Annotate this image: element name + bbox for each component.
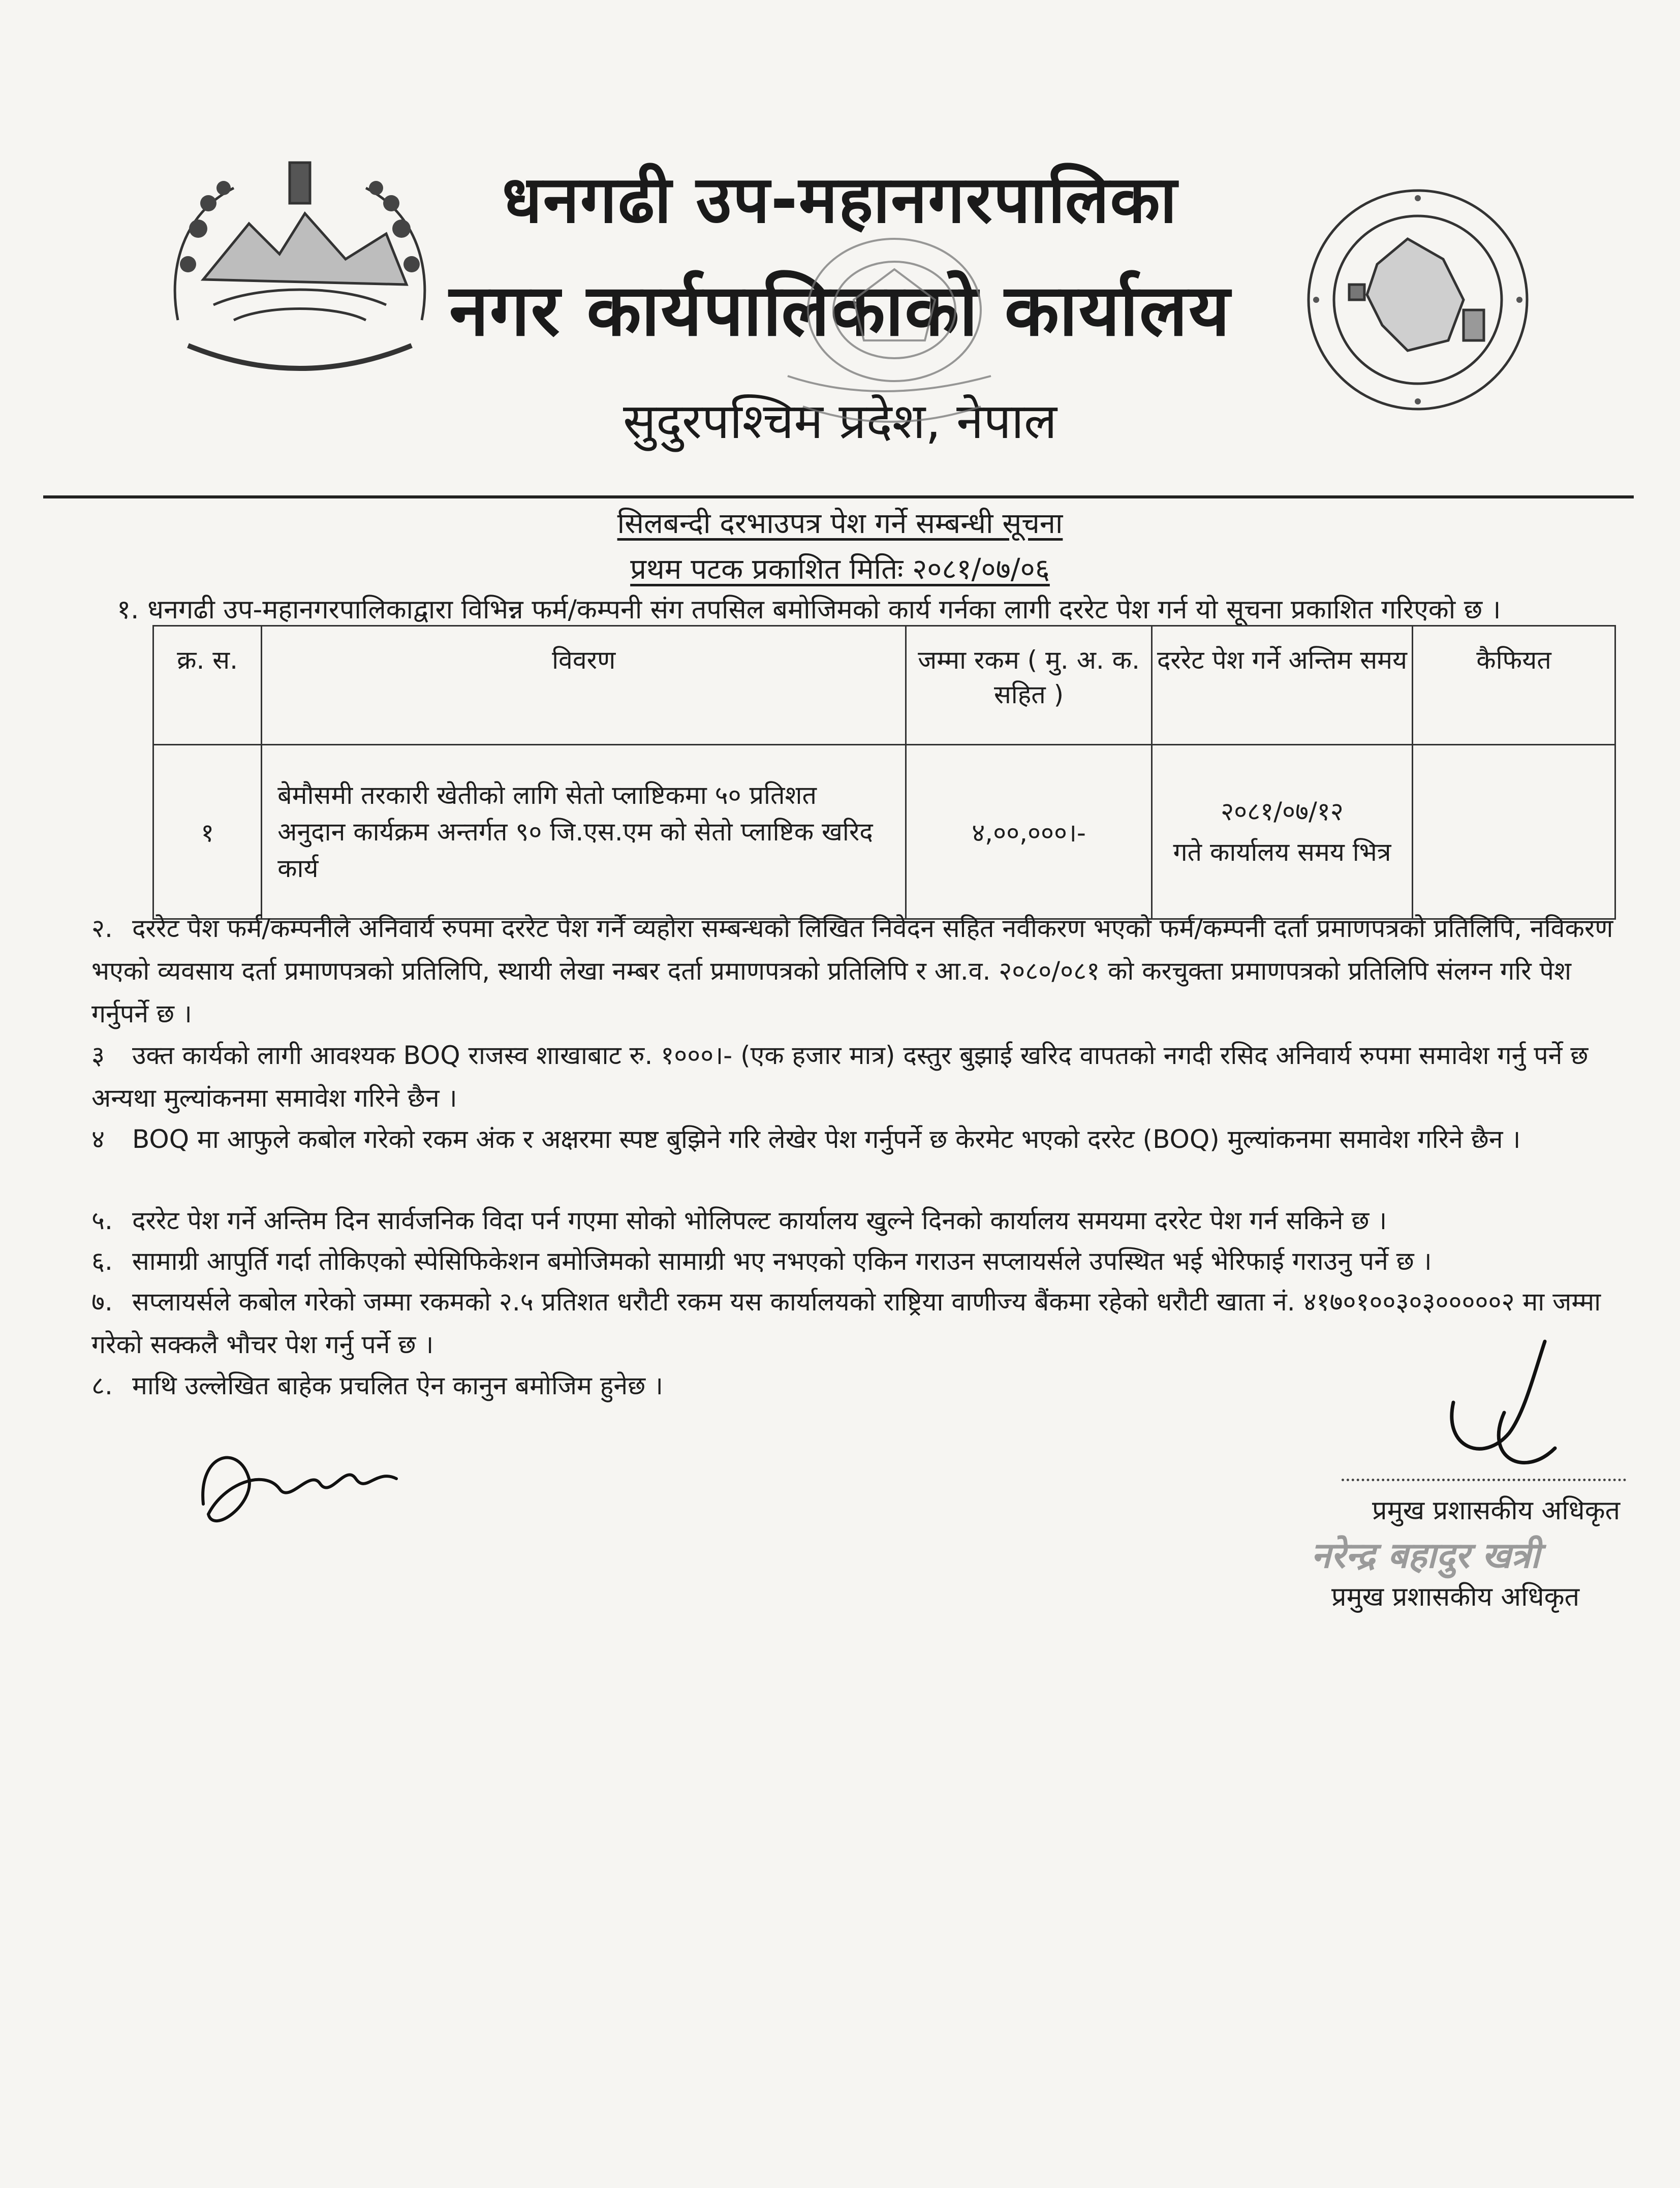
dhangadhi-municipality-seal-icon xyxy=(1301,183,1535,417)
office-name: नगर कार्यपालिकाको कार्यालय xyxy=(449,269,1231,352)
officer-title-stamp: प्रमुख प्रशासकीय अधिकृत xyxy=(1331,1582,1580,1612)
item-text: सप्लायर्सले कबोल गरेको जम्मा रकमको २.५ प्रतिशत धरौटी रकम यस कार्यालयको राष्ट्रिया वाणीज्य बैंकमा रहेको धरौटी खाता नं. ४१७०१००३०३०००००२ मा जम्मा गरेको सक्कलै भौचर पेश गर्नु पर्ने छ । xyxy=(91,1287,1601,1359)
province-name: सुदुरपश्चिम प्रदेश, नेपाल xyxy=(623,393,1057,450)
list-item xyxy=(91,1364,1616,1407)
handwritten-signature-icon xyxy=(1423,1331,1575,1489)
deadline-note: गते कार्यालय समय भित्र xyxy=(1173,837,1391,867)
office-stamp-icon xyxy=(727,224,1042,457)
cell-amount: ४,००,०००।- xyxy=(906,745,1152,919)
header-description: विवरण xyxy=(262,626,906,745)
item-number: ४ xyxy=(91,1124,105,1154)
cell-sn: १ xyxy=(153,745,262,919)
header-deadline: दररेट पेश गर्ने अन्तिम समय xyxy=(1152,626,1412,745)
table-row xyxy=(153,745,1615,919)
item-text: सामाग्री आपुर्ति गर्दा तोकिएको स्पेसिफिकेशन बमोजिमको सामाग्री भए नभएको एकिन गराउन सप्लायर्सले उपस्थित भई भेरिफाई गराउनु पर्ने छ । xyxy=(132,1246,1432,1276)
item-number: ७. xyxy=(91,1287,113,1317)
intro-number: १. xyxy=(117,595,139,625)
table-header-row xyxy=(153,626,1615,745)
cell-deadline xyxy=(1152,745,1412,919)
list-item xyxy=(91,1240,1616,1283)
item-text: दररेट पेश फर्म/कम्पनीले अनिवार्य रुपमा दररेट पेश गर्ने व्यहोरा सम्बन्धको लिखित निवेदन सहित नवीकरण भएको फर्म/कम्पनी दर्ता प्रमाणपत्रको प्रतिलिपि, नविकरण भएको व्यवसाय दर्ता प्रमाणपत्रको प्रतिलिपि, स्थायी लेखा नम्बर दर्ता प्रमाणपत्रको प्रतिलिपि र आ.व. २०८०/०८१ को करचुक्ता प्रमाणपत्रको प्रतिलिपि संलग्न गरि पेश गर्नुपर्ने छ । xyxy=(91,914,1613,1028)
list-item xyxy=(91,1199,1616,1242)
item-text: उक्त कार्यको लागी आवश्यक BOQ राजस्व शाखाबाट रु. १०००।- (एक हजार मात्र) दस्तुर बुझाई खरिद वापतको नगदी रसिद अनिवार्य रुपमा समावेश गर्नु पर्ने छ अन्यथा मुल्यांकनमा समावेश गरिने छैन । xyxy=(91,1041,1589,1113)
item-number: ६. xyxy=(91,1246,113,1276)
item-number: ५. xyxy=(91,1206,113,1235)
list-item xyxy=(91,1034,1616,1119)
notice-title xyxy=(0,503,1680,542)
handwritten-signature-icon xyxy=(193,1423,407,1545)
intro-paragraph xyxy=(117,592,1616,628)
item-text: BOQ मा आफुले कबोल गरेको रकम अंक र अक्षरमा स्पष्ट बुझिने गरि लेखेर पेश गर्नुपर्ने छ केरमेट भएको दररेट (BOQ) मुल्यांकनमा समावेश गरिने छैन । xyxy=(132,1124,1521,1154)
header-remarks: कैफियत xyxy=(1413,626,1615,745)
item-text: दररेट पेश गर्ने अन्तिम दिन सार्वजनिक विदा पर्न गएमा सोको भोलिपल्ट कार्यालय खुल्ने दिनको कार्यालय समयमा दररेट पेश गर्न सकिने छ । xyxy=(132,1206,1387,1235)
intro-text: धनगढी उप-महानगरपालिकाद्वारा विभिन्न फर्म/कम्पनी संग तपसिल बमोजिमको कार्य गर्नका लागी दररेट पेश गर्न यो सूचना प्रकाशित गरिएको छ । xyxy=(147,595,1501,625)
item-number: २. xyxy=(91,914,113,943)
header-divider xyxy=(43,495,1634,498)
header-amount: जम्मा रकम ( मु. अ. क. सहित ) xyxy=(906,626,1152,745)
municipality-name: धनगढी उप-महानगरपालिका xyxy=(502,162,1178,238)
cell-description: बेमौसमी तरकारी खेतीको लागि सेतो प्लाष्टिकमा ५० प्रतिशत अनुदान कार्यक्रम अन्तर्गत ९० जि.एस.एम को सेतो प्लाष्टिक खरिद कार्य xyxy=(262,745,906,919)
deadline-date: २०८१/०७/१२ xyxy=(1221,797,1344,826)
list-item xyxy=(91,907,1616,1035)
item-text: माथि उल्लेखित बाहेक प्रचलित ऐन कानुन बमोजिम हुनेछ । xyxy=(132,1371,663,1400)
notice-title-text: सिलबन्दी दरभाउपत्र पेश गर्ने सम्बन्धी सूचना xyxy=(617,507,1063,540)
item-number: ३ xyxy=(91,1041,105,1070)
officer-name-stamp: नरेन्द्र बहादुर खत्री xyxy=(1311,1535,1540,1576)
tender-table xyxy=(152,625,1616,920)
item-number: ८. xyxy=(91,1371,113,1400)
signature-line xyxy=(1342,1479,1626,1481)
header-sn: क्र. स. xyxy=(153,626,262,745)
list-item xyxy=(91,1280,1616,1366)
cell-remarks xyxy=(1413,745,1615,919)
notice-date-text: प्रथम पटक प्रकाशित मितिः २०८१/०७/०६ xyxy=(630,553,1050,586)
list-item xyxy=(91,1118,1616,1161)
notice-date xyxy=(0,549,1680,587)
officer-title: प्रमुख प्रशासकीय अधिकृत xyxy=(1372,1495,1621,1526)
